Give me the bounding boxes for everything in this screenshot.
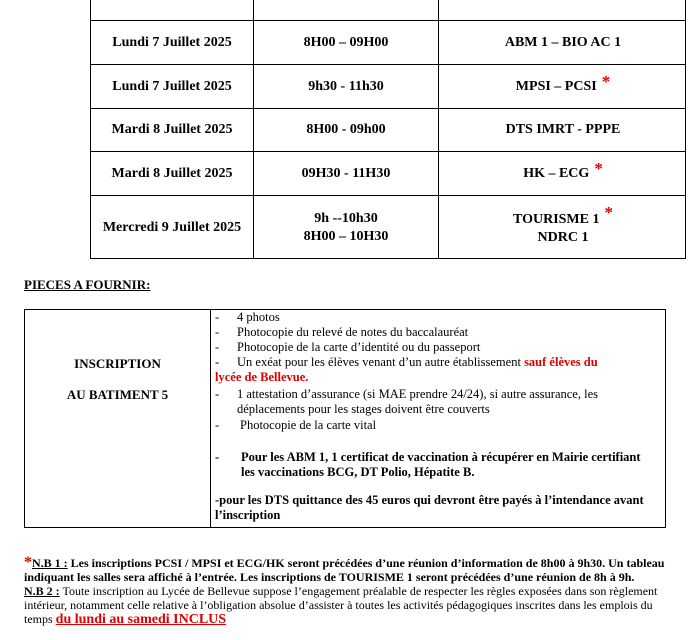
list-item-assurance	[215, 387, 660, 417]
box-divider	[210, 310, 211, 527]
row-5-date: Mercredi 9 Juillet 2025	[102, 219, 242, 235]
row-3-date: Mardi 8 Juillet 2025	[111, 122, 233, 137]
item-text: Photocopie de la carte vital	[240, 418, 377, 432]
list-item-vital	[215, 418, 660, 433]
batiment-label: AU BATIMENT 5	[66, 387, 169, 402]
asterisk-marker: *	[594, 158, 603, 178]
row-4-time: 09H30 - 11H30	[301, 165, 391, 181]
item-text	[237, 387, 660, 417]
abm-line-1: Pour les ABM 1, 1 certificat de vaccination à récupérer en Mairie certifiant	[241, 450, 641, 464]
list-item-exeat-cont	[215, 370, 660, 385]
row-1-date: Lundi 7 Juillet 2025	[112, 34, 232, 50]
bullet-dash: -	[215, 450, 220, 464]
nb2-highlight: du lundi au samedi INCLUS	[55, 612, 227, 627]
nb1-text-end: seront précédées d’une réunion de 8h à 9h.	[412, 570, 635, 584]
asterisk-marker: *	[604, 202, 613, 222]
list-item-exeat	[215, 355, 660, 370]
row-3-section: DTS IMRT - PPPE	[505, 122, 621, 137]
pieces-title: PIECES A FOURNIR:	[24, 277, 151, 292]
nb1-label: N.B 1 :	[32, 556, 68, 570]
nb2-line-1	[24, 584, 684, 598]
row-2-time: 9h30 - 11h30	[308, 78, 384, 94]
item-text: Photocopie de la carte d’identité ou du passeport	[237, 340, 481, 354]
bullet-dash: -	[215, 418, 220, 432]
list-item-releve	[215, 325, 660, 340]
exeat-text: Un exéat pour les élèves venant d’un autre établissement	[237, 355, 525, 369]
nb1-line-1	[24, 556, 684, 570]
exeat-exception: sauf élèves du	[524, 355, 598, 369]
row-2-section	[439, 65, 687, 108]
row-5-section-line-2: NDRC 1	[537, 229, 589, 245]
schedule-table	[90, 0, 686, 259]
nb1-tourisme: TOURISME 1	[338, 570, 413, 584]
row-4-date: Mardi 8 Juillet 2025	[111, 165, 233, 181]
inscription-label: INSCRIPTION	[74, 356, 161, 371]
nb1-text-cont: indiquant les salles sera affiché à l’entrée. Les inscriptions de	[24, 570, 339, 584]
nb1-text: Les inscriptions PCSI / MPSI et ECG/HK seront précédées d’une réunion d’information de 8h00 à 9h30. Un tableau	[67, 556, 665, 570]
asterisk-marker: *	[601, 71, 611, 91]
bullet-dash: -	[215, 387, 220, 401]
bullet-dash: -	[215, 310, 220, 324]
row-5-section-label: TOURISME 1	[513, 211, 600, 227]
exeat-exception-cont: lycée de Bellevue.	[215, 370, 309, 384]
row-5-section-line-1	[513, 202, 613, 229]
nb2-line-2: intérieur, notamment celle relative à l’obligation absolue d’assister à toutes les activités pédagogiques inscrites dans les emplois du	[24, 598, 653, 612]
item-text: Photocopie du relevé de notes du baccalauréat	[237, 325, 469, 339]
list-item-dts	[215, 493, 660, 523]
nb2-line-3	[24, 612, 684, 627]
notes-section	[24, 556, 684, 627]
assurance-line-2: déplacements pour les stages doivent être couverts	[237, 402, 490, 416]
list-item-carte	[215, 340, 660, 355]
bullet-dash: -	[215, 355, 220, 369]
row-3-time: 8H00 - 09h00	[306, 122, 386, 137]
row-4-section	[439, 152, 687, 195]
row-5-section	[439, 196, 687, 259]
row-5-time-line-2: 8H00 – 10H30	[303, 228, 389, 244]
dts-line-1: -pour les DTS quittance des 45 euros qui devront être payés à l’intendance avant	[215, 493, 644, 507]
row-5-time	[254, 196, 438, 259]
row-1-section: ABM 1 – BIO AC 1	[504, 34, 622, 50]
asterisk-marker: *	[24, 554, 32, 571]
item-text: 4 photos	[237, 310, 280, 324]
list-item-photos	[215, 310, 660, 325]
item-text	[237, 355, 660, 370]
pieces-box	[24, 309, 666, 528]
item-text	[241, 450, 660, 480]
bullet-dash: -	[215, 340, 220, 354]
dts-line-2: l’inscription	[215, 508, 281, 522]
nb2-label: N.B 2 :	[24, 584, 60, 598]
nb2-text-end: temps	[24, 612, 56, 626]
nb1-line-2	[24, 570, 684, 584]
row-4-section-label: HK – ECG	[523, 165, 590, 181]
nb2-text: Toute inscription au Lycée de Bellevue suppose l’engagement préalable de respecter les règles exposées dans son règlement	[59, 584, 658, 598]
row-2-date: Lundi 7 Juillet 2025	[112, 78, 232, 94]
row-5-time-line-1: 9h --10h30	[314, 210, 378, 226]
row-2-section-label: MPSI – PCSI	[515, 78, 597, 94]
abm-line-2: les vaccinations BCG, DT Polio, Hépatite B.	[241, 465, 475, 479]
bullet-dash: -	[215, 325, 220, 339]
assurance-line-1: 1 attestation d’assurance (si MAE prendre 24/24), si autre assurance, les	[237, 387, 598, 401]
list-item-abm	[215, 450, 660, 480]
row-1-time: 8H00 – 09H00	[303, 34, 389, 50]
